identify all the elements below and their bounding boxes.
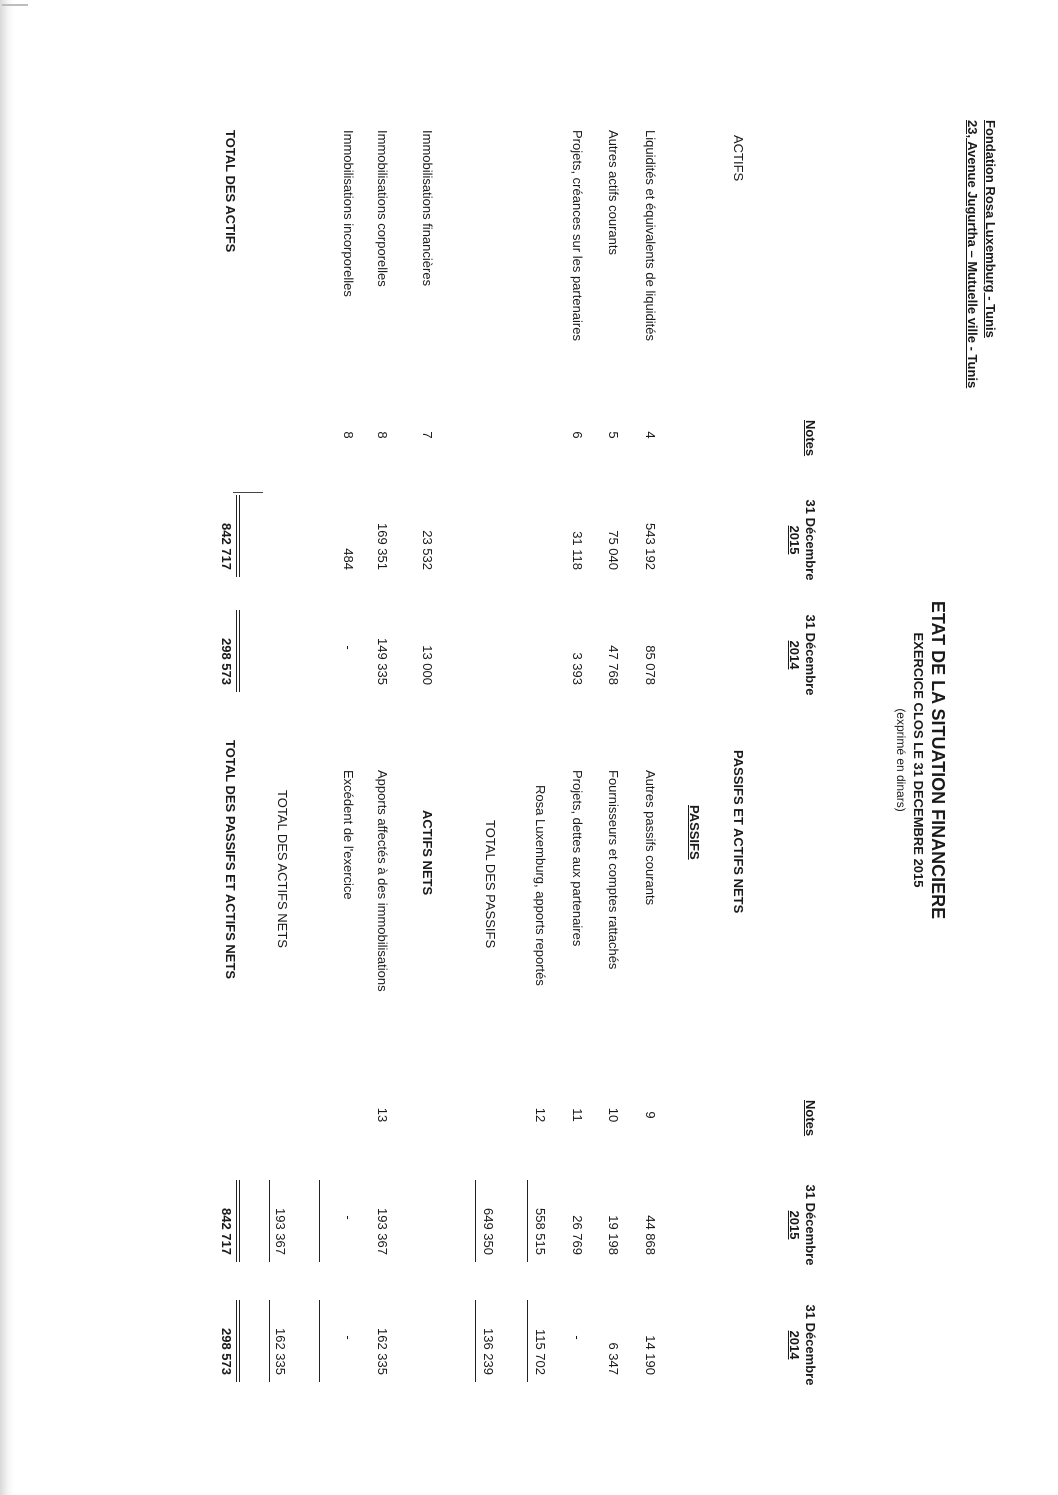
passif-row-2015: 558 515: [533, 1208, 548, 1255]
total-actifs-2015: 842 717: [219, 523, 234, 570]
passif-row-note: 9: [643, 1111, 658, 1119]
actif-row-2015: 484: [341, 548, 356, 570]
actif-net-row-2014: 162 335: [375, 1328, 390, 1375]
passif-row-2015: 26 769: [570, 1215, 585, 1255]
total-passifs-label: TOTAL DES PASSIFS: [483, 820, 498, 949]
actif-row-label: Projets, créances sur les partenaires: [570, 130, 585, 341]
actif-net-row-2015: -: [341, 1215, 356, 1220]
total-actifs-2015-rule: [236, 495, 240, 577]
actif-row-note: 8: [375, 431, 390, 439]
actif-row-2014: 13 000: [420, 645, 435, 685]
col2015-header-left-line2: 2015: [787, 525, 802, 555]
col2014-header-left-line1: 31 Décembre: [803, 614, 818, 696]
actif-row-2015: 543 192: [643, 523, 658, 570]
total-actifs-label: TOTAL DES ACTIFS: [223, 130, 238, 253]
total-actifs-2014-rule: [236, 610, 240, 692]
total-passifs-2014-rule: [527, 1300, 528, 1382]
total-passifs-2014-underline: [475, 1300, 476, 1382]
actif-row-note: 4: [643, 431, 658, 439]
total-actifs-nets-2015-underline: [269, 1180, 270, 1262]
actif-row-note: 7: [420, 431, 435, 439]
passif-row-2014: 115 702: [533, 1328, 548, 1375]
passif-row-2014: 14 190: [643, 1335, 658, 1375]
actif-row-label: Immobilisations financières: [420, 130, 435, 287]
page-title: ETAT DE LA SITUATION FINANCIERE: [928, 600, 948, 920]
col2014-header-right: [786, 1300, 818, 1390]
col2014-header-right-line2: 2014: [787, 1330, 802, 1360]
actif-row-2015: 169 351: [375, 523, 390, 570]
passif-row-label: Fournisseurs et comptes rattachés: [606, 770, 621, 970]
total-general-2015-rule: [236, 1180, 240, 1262]
actif-row-2014: -: [341, 645, 356, 650]
passif-row-label: Autres passifs courants: [643, 770, 658, 906]
col2014-header-left: [786, 610, 818, 700]
actif-row-label: Immobilisations incorporelles: [341, 130, 356, 297]
actif-net-row-2014: -: [341, 1335, 356, 1340]
actif-row-label: Autres actifs courants: [606, 130, 621, 255]
actif-row-2015: 23 532: [420, 530, 435, 570]
total-actifs-nets-2014: 162 335: [273, 1328, 288, 1375]
org-address: 23, Avenue Jugurtha – Mutuelle ville - Tunis: [965, 120, 980, 389]
col2015-header-right-line2: 2015: [787, 1210, 802, 1240]
total-actifs-2014: 298 573: [219, 638, 234, 685]
total-passifs-2014: 136 239: [481, 1328, 496, 1375]
col2015-header-left: [786, 495, 818, 585]
col2015-header-right-line1: 31 Décembre: [803, 1184, 818, 1266]
scan-edge-shadow: [0, 0, 14, 1495]
total-actifs-nets-2015-rule: [319, 1180, 320, 1262]
actif-net-row-note: 13: [375, 1107, 390, 1123]
total-general-2014-rule: [236, 1300, 240, 1382]
actif-net-row-2015: 193 367: [375, 1208, 390, 1255]
passif-row-2014: -: [570, 1335, 585, 1340]
actif-row-note: 8: [341, 431, 356, 439]
passifs-section-label: PASSIFS ET ACTIFS NETS: [731, 750, 746, 914]
actif-row-2015: 31 118: [570, 531, 585, 570]
actif-net-row-label: Apports affectés à des immobilisations: [375, 770, 390, 992]
page-subtitle: EXERCICE CLOS LE 31 DECEMBRE 2015: [911, 632, 926, 888]
rotated-page: [148, 40, 1008, 1480]
col2015-header-left-line1: 31 Décembre: [803, 499, 818, 581]
actif-row-2014: 85 078: [643, 645, 658, 685]
notes-header-right: Notes: [803, 1100, 818, 1137]
total-passifs-2015-underline: [475, 1180, 476, 1262]
col2014-header-left-line2: 2014: [787, 640, 802, 670]
actifs-section-label: ACTIFS: [731, 135, 746, 182]
total-actifs-nets-2014-rule: [319, 1300, 320, 1382]
actif-row-label: Immobilisations corporelles: [375, 130, 390, 287]
total-actifs-nets-label: TOTAL DES ACTIFS NETS: [275, 790, 290, 948]
actif-net-row-label: Excédent de l'exercice: [341, 770, 356, 900]
passif-row-note: 10: [606, 1107, 621, 1123]
actif-row-2014: 47 768: [606, 645, 621, 685]
actif-row-note: 5: [606, 431, 621, 439]
actifs-nets-label: ACTIFS NETS: [420, 810, 435, 896]
units-note: (exprimé en dinars): [894, 708, 908, 812]
total-general-2014: 298 573: [219, 1328, 234, 1375]
passif-row-2015: 19 198: [606, 1215, 621, 1255]
passif-row-note: 12: [533, 1107, 548, 1123]
passif-row-2015: 44 868: [643, 1215, 658, 1255]
actif-row-2015: 75 040: [606, 530, 621, 570]
total-actifs-nets-2014-underline: [269, 1300, 270, 1382]
passif-row-label: Rosa Luxemburg, apports reportés: [533, 785, 548, 986]
total-passifs-actifs-nets-label: TOTAL DES PASSIFS ET ACTIFS NETS: [223, 740, 238, 980]
col2014-header-right-line1: 31 Décembre: [803, 1304, 818, 1386]
scan-mark: [2, 4, 28, 6]
total-passifs-2015: 649 350: [481, 1208, 496, 1255]
passif-row-2014: 6 347: [606, 1342, 621, 1375]
passif-row-label: Projets, dettes aux partenaires: [570, 770, 585, 947]
actif-row-2014: 3 393: [570, 652, 585, 685]
actif-row-label: Liquidités et équivalents de liquidités: [643, 130, 658, 342]
passif-row-note: 11: [570, 1108, 585, 1122]
total-general-2015: 842 717: [219, 1208, 234, 1255]
total-passifs-2015-rule: [527, 1180, 528, 1262]
actif-row-2014: 149 335: [375, 638, 390, 685]
actif-row-note: 6: [570, 431, 585, 439]
org-name: Fondation Rosa Luxemburg - Tunis: [983, 120, 998, 338]
total-actifs-nets-2015: 193 367: [273, 1208, 288, 1255]
passifs-label: PASSIFS: [687, 805, 702, 860]
total-actifs-bracket-left: [233, 492, 263, 493]
notes-header-left: Notes: [803, 420, 818, 457]
col2015-header-right: [786, 1180, 818, 1270]
